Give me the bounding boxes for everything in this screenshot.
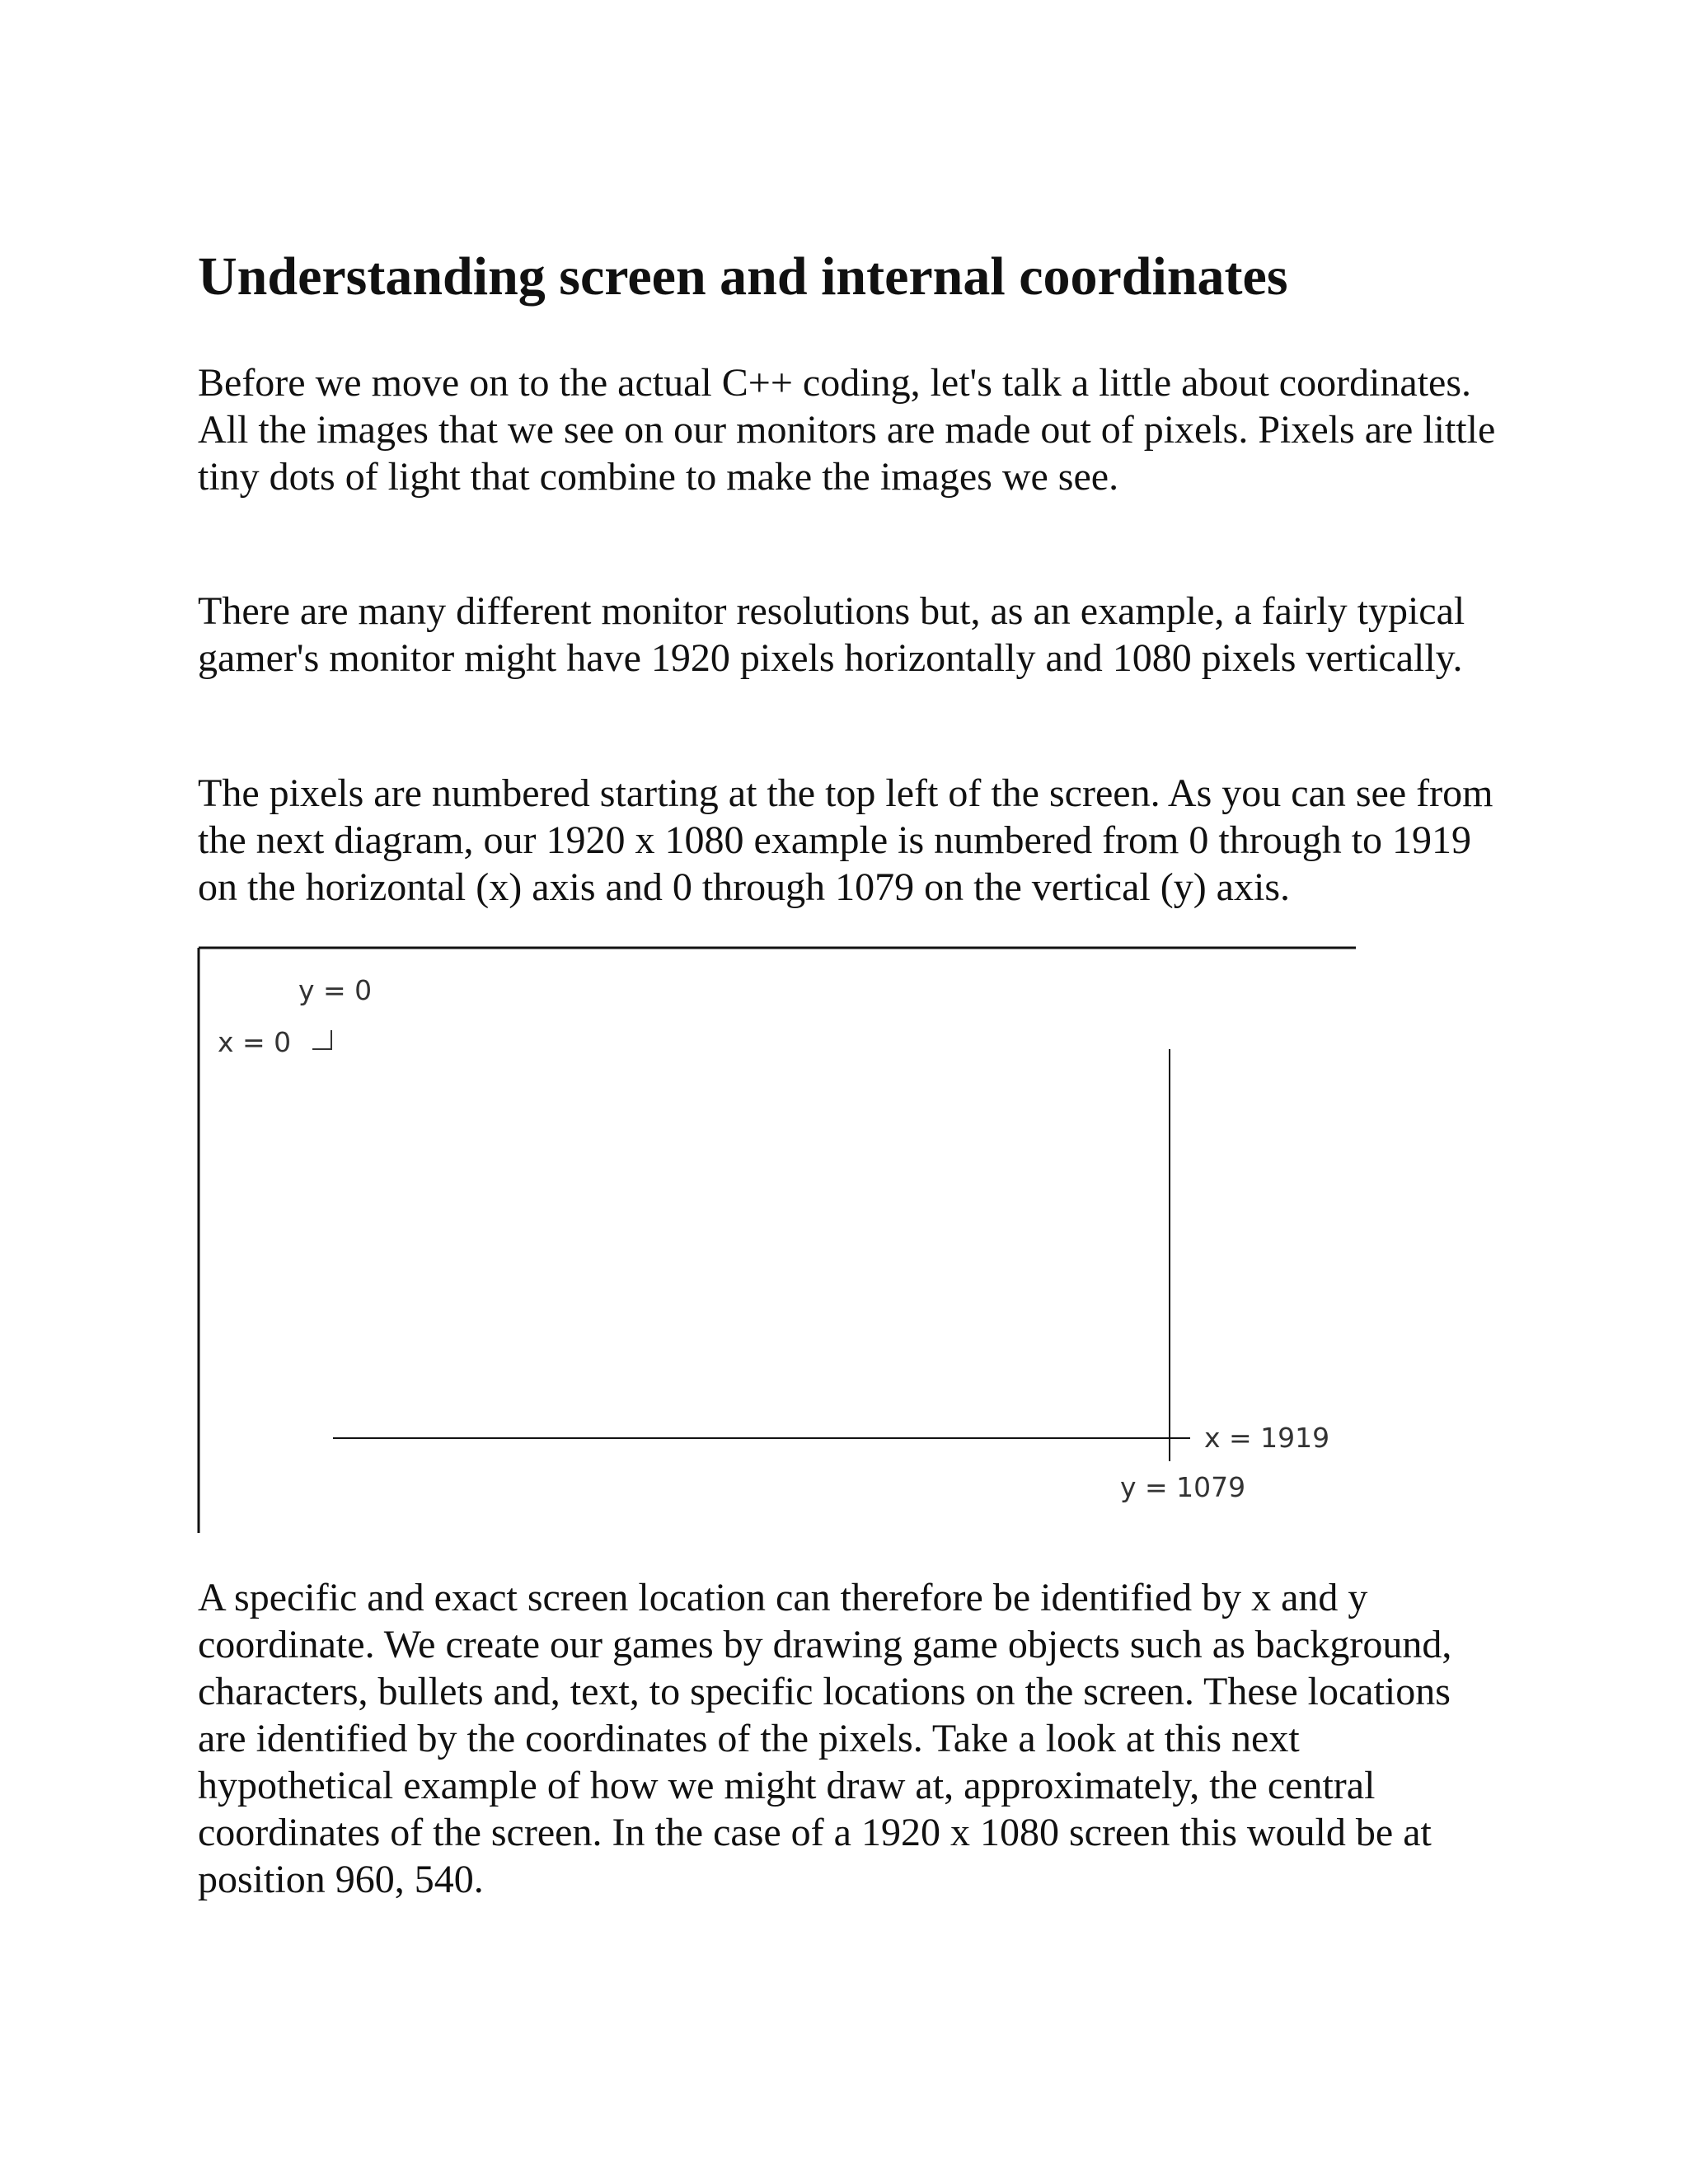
paragraph-intro: Before we move on to the actual C++ coding, let's talk a little about coordinates. All the images that we see on our monitors are made out of pixels. Pixels are little tiny dots of light that combine to make the images we see. — [198, 361, 1496, 499]
paragraph-resolutions: There are many different monitor resolutions but, as an example, a fairly typical gamer's monitor might have 1920 pixels horizontally and 1080 pixels vertically. — [198, 589, 1465, 680]
page-title: Understanding screen and internal coordinates — [198, 246, 1288, 307]
label-y-max: y = 1079 — [1120, 1471, 1246, 1503]
paragraph-locations: A specific and exact screen location can therefore be identified by x and y coordinate. We create our games by drawing game objects such as background, characters, bullets and, text, to specific locations on the screen. These locations are identified by the coordinates of the pixels. Take a look at this next hypothetical example of how we might draw at, approximately, the central coordinates of the screen. In the case of a 1920 x 1080 screen this would be at position 960, 540. — [198, 1576, 1452, 1901]
origin-corner-marker — [312, 1030, 331, 1049]
label-x-zero: x = 0 — [218, 1026, 292, 1058]
label-y-zero: y = 0 — [298, 974, 373, 1006]
coordinate-diagram-svg — [197, 946, 1359, 1540]
coordinate-diagram — [197, 946, 1359, 1540]
paragraph-numbering: The pixels are numbered starting at the top left of the screen. As you can see from the next diagram, our 1920 x 1080 example is numbered from 0 through to 1919 on the horizontal (x) axis and 0 through 1079 on the vertical (y) axis. — [198, 771, 1493, 909]
label-x-max: x = 1919 — [1204, 1422, 1330, 1454]
